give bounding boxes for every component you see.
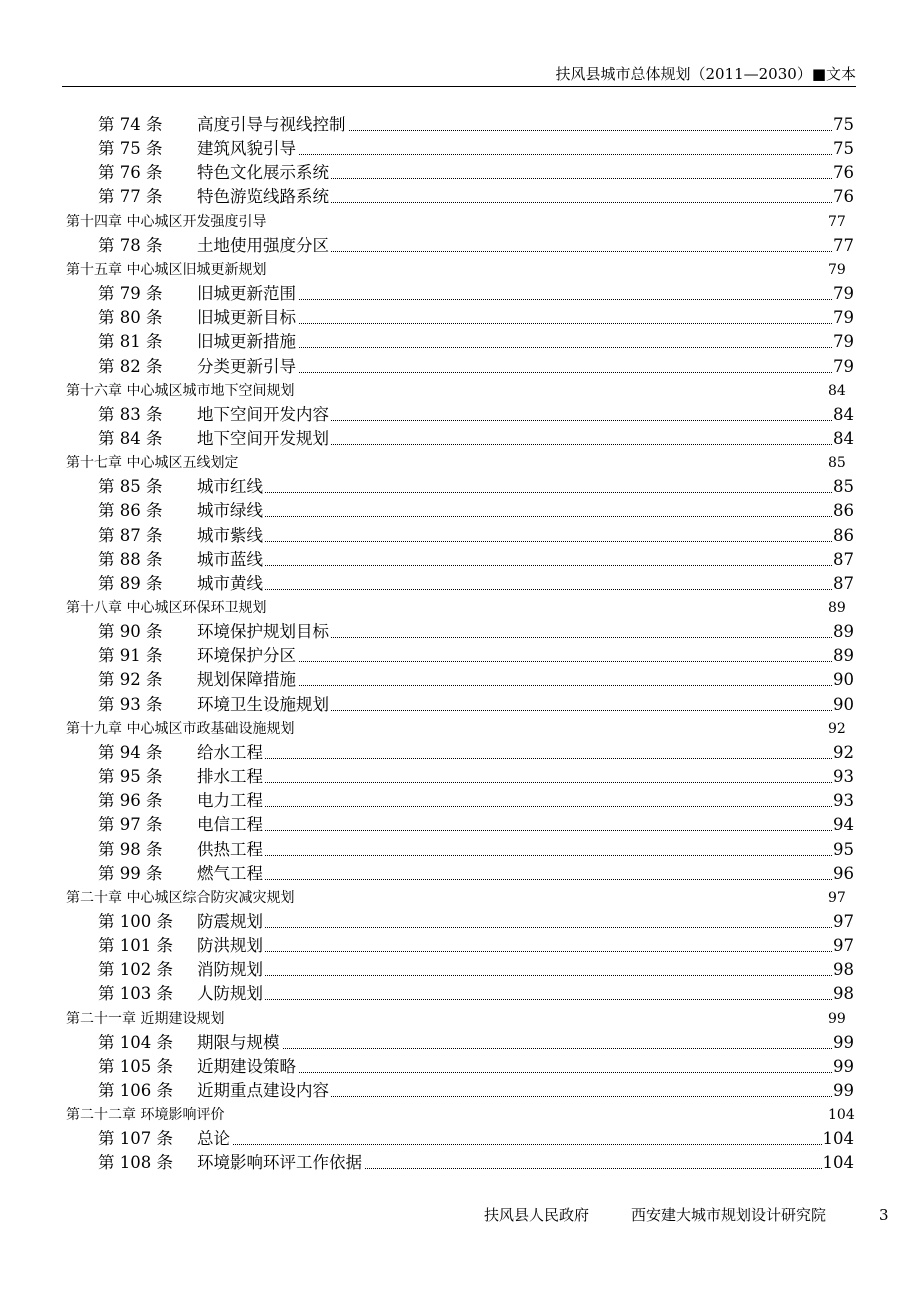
dot-leader [200, 154, 854, 155]
chapter-page-number: 89 [828, 600, 846, 616]
article-page-number: 93 [832, 765, 854, 789]
chapter-page-number: 92 [828, 720, 846, 737]
article-title: 近期建设策略 [197, 1055, 298, 1079]
article-number: 第 97 条 [98, 815, 163, 835]
article-title: 防震规划 [197, 910, 265, 934]
article-number: 第 88 条 [98, 549, 163, 569]
chapter-title: 第二十章 中心城区综合防灾减灾规划 [66, 889, 295, 906]
toc-article-entry[interactable] [0, 475, 920, 499]
article-page-number: 79 [832, 306, 854, 330]
toc-article-entry[interactable] [0, 644, 920, 668]
article-title: 高度引导与视线控制 [197, 113, 348, 137]
article-page-number: 99 [832, 1055, 854, 1079]
article-title: 城市黄线 [197, 572, 265, 596]
toc-chapter-entry[interactable] [0, 210, 920, 234]
article-page-number: 79 [832, 282, 854, 306]
dot-leader [200, 975, 854, 976]
header-divider [62, 86, 856, 87]
toc-article-entry[interactable] [0, 813, 920, 837]
article-number: 第 93 条 [98, 694, 163, 714]
toc-article-entry[interactable] [0, 1079, 920, 1103]
article-number: 第 87 条 [98, 525, 163, 545]
footer-institute: 西安建大城市规划设计研究院 [631, 1206, 827, 1224]
dot-leader [200, 492, 854, 493]
dot-leader [200, 927, 854, 928]
article-page-number: 76 [832, 161, 854, 185]
toc-chapter-entry[interactable] [0, 1103, 920, 1127]
chapter-page-number: 97 [828, 889, 846, 906]
article-number: 第 75 条 [98, 139, 163, 159]
article-page-number: 87 [832, 548, 854, 572]
article-page-number: 87 [832, 572, 854, 596]
chapter-title: 第十四章 中心城区开发强度引导 [66, 213, 267, 230]
article-number: 第 78 条 [98, 235, 163, 255]
toc-article-entry[interactable] [0, 330, 920, 354]
article-title: 旧城更新措施 [197, 330, 298, 354]
toc-article-entry[interactable] [0, 161, 920, 185]
chapter-title: 第十八章 中心城区环保环卫规划 [66, 600, 267, 616]
dot-leader [200, 1048, 854, 1049]
toc-chapter-entry[interactable] [0, 1007, 920, 1031]
article-page-number: 95 [832, 838, 854, 862]
toc-article-entry[interactable] [0, 234, 920, 258]
chapter-title: 第十九章 中心城区市政基础设施规划 [66, 720, 295, 737]
article-title: 电力工程 [197, 789, 265, 813]
article-page-number: 84 [832, 427, 854, 451]
article-title: 人防规划 [197, 982, 265, 1006]
toc-article-entry[interactable] [0, 1127, 920, 1151]
article-title: 城市绿线 [197, 499, 265, 523]
article-number: 第 105 条 [98, 1056, 173, 1076]
dot-leader [200, 372, 854, 373]
chapter-title: 第十六章 中心城区城市地下空间规划 [66, 382, 295, 399]
article-number: 第 83 条 [98, 404, 163, 424]
article-title: 环境影响环评工作依据 [197, 1151, 364, 1175]
dot-leader [200, 323, 854, 324]
article-title: 土地使用强度分区 [197, 234, 331, 258]
article-page-number: 77 [832, 234, 854, 258]
toc-article-entry[interactable] [0, 137, 920, 161]
dot-leader [200, 347, 854, 348]
dot-leader [200, 1144, 854, 1145]
article-title: 分类更新引导 [197, 355, 298, 379]
toc-article-entry[interactable] [0, 524, 920, 548]
article-page-number: 86 [832, 524, 854, 548]
article-number: 第 98 条 [98, 839, 163, 859]
dot-leader [200, 830, 854, 831]
toc-chapter-entry[interactable] [0, 886, 920, 910]
article-page-number: 92 [832, 741, 854, 765]
toc-article-entry[interactable] [0, 862, 920, 886]
toc-article-entry[interactable] [0, 934, 920, 958]
article-number: 第 108 条 [98, 1153, 173, 1173]
article-page-number: 90 [832, 693, 854, 717]
dot-leader [200, 782, 854, 783]
article-page-number: 94 [832, 813, 854, 837]
article-title: 地下空间开发规划 [197, 427, 331, 451]
article-number: 第 89 条 [98, 573, 163, 593]
article-page-number: 98 [832, 958, 854, 982]
toc-article-entry[interactable] [0, 765, 920, 789]
article-number: 第 76 条 [98, 163, 163, 183]
dot-leader [200, 685, 854, 686]
chapter-page-number: 84 [828, 382, 846, 399]
article-page-number: 90 [832, 668, 854, 692]
toc-article-entry[interactable] [0, 548, 920, 572]
article-title: 防洪规划 [197, 934, 265, 958]
page-footer [0, 1204, 920, 1228]
article-number: 第 74 条 [98, 115, 163, 134]
article-page-number: 76 [832, 185, 854, 209]
toc-article-entry[interactable] [0, 572, 920, 596]
dot-leader [200, 1072, 854, 1073]
toc-article-entry[interactable] [0, 185, 920, 209]
footer-government: 扶风县人民政府 [484, 1206, 590, 1224]
toc-article-entry[interactable] [0, 910, 920, 934]
article-number: 第 103 条 [98, 984, 173, 1004]
dot-leader [200, 758, 854, 759]
dot-leader [200, 951, 854, 952]
chapter-page-number: 85 [828, 455, 846, 472]
article-title: 电信工程 [197, 813, 265, 837]
toc-article-entry[interactable] [0, 427, 920, 451]
article-title: 规划保障措施 [197, 668, 298, 692]
chapter-title: 第十五章 中心城区旧城更新规划 [66, 261, 267, 278]
chapter-title: 第十七章 中心城区五线划定 [66, 455, 239, 472]
page-header [66, 64, 856, 86]
article-number: 第 91 条 [98, 646, 163, 666]
toc-chapter-entry[interactable] [0, 451, 920, 475]
article-number: 第 82 条 [98, 356, 163, 376]
dot-leader [200, 806, 854, 807]
toc-article-entry[interactable] [0, 620, 920, 644]
article-number: 第 99 条 [98, 863, 163, 883]
article-number: 第 92 条 [98, 670, 163, 690]
article-title: 期限与规模 [197, 1031, 282, 1055]
toc-chapter-entry[interactable] [0, 258, 920, 282]
article-title: 近期重点建设内容 [197, 1079, 331, 1103]
chapter-title: 第二十二章 环境影响评价 [66, 1107, 225, 1124]
toc-article-entry[interactable] [0, 282, 920, 306]
article-title: 供热工程 [197, 838, 265, 862]
article-title: 环境保护分区 [197, 644, 298, 668]
article-page-number: 89 [832, 620, 854, 644]
toc-chapter-entry[interactable] [0, 379, 920, 403]
toc-article-entry[interactable] [0, 1151, 920, 1175]
article-page-number: 89 [832, 644, 854, 668]
toc-article-entry[interactable] [0, 499, 920, 523]
toc-article-entry[interactable] [0, 982, 920, 1006]
article-number: 第 104 条 [98, 1032, 173, 1052]
dot-leader [200, 999, 854, 1000]
article-page-number: 86 [832, 499, 854, 523]
dot-leader [200, 661, 854, 662]
dot-leader [200, 516, 854, 517]
article-number: 第 95 条 [98, 767, 163, 787]
toc-article-entry[interactable] [0, 306, 920, 330]
article-number: 第 86 条 [98, 501, 163, 521]
article-number: 第 90 条 [98, 622, 163, 642]
article-page-number: 97 [832, 910, 854, 934]
dot-leader [200, 541, 854, 542]
article-number: 第 79 条 [98, 284, 163, 304]
article-number: 第 84 条 [98, 428, 163, 448]
article-number: 第 100 条 [98, 911, 173, 931]
article-title: 特色文化展示系统 [197, 161, 331, 185]
article-page-number: 104 [822, 1151, 855, 1175]
document-title: 扶风县城市总体规划（2011—2030）■文本 [555, 65, 856, 83]
toc-article-entry[interactable] [0, 958, 920, 982]
article-title: 环境卫生设施规划 [197, 693, 331, 717]
toc-article-entry[interactable] [0, 741, 920, 765]
article-page-number: 99 [832, 1079, 854, 1103]
article-page-number: 98 [832, 982, 854, 1006]
article-page-number: 75 [832, 137, 854, 161]
article-number: 第 85 条 [98, 477, 163, 497]
article-title: 燃气工程 [197, 862, 265, 886]
article-title: 城市红线 [197, 475, 265, 499]
article-page-number: 104 [822, 1127, 855, 1151]
toc-article-entry[interactable] [0, 838, 920, 862]
page-number: 3 [879, 1206, 889, 1224]
toc-article-entry[interactable] [0, 789, 920, 813]
chapter-page-number: 77 [828, 213, 846, 230]
article-number: 第 80 条 [98, 308, 163, 328]
toc-chapter-entry[interactable] [0, 717, 920, 741]
article-number: 第 101 条 [98, 936, 173, 956]
article-title: 特色游览线路系统 [197, 185, 331, 209]
article-title: 建筑风貌引导 [197, 137, 298, 161]
article-title: 总论 [197, 1127, 232, 1151]
article-title: 环境保护规划目标 [197, 620, 331, 644]
dot-leader [200, 589, 854, 590]
article-page-number: 99 [832, 1031, 854, 1055]
toc-article-entry[interactable] [0, 1055, 920, 1079]
dot-leader [200, 299, 854, 300]
toc-article-entry[interactable] [0, 355, 920, 379]
article-title: 旧城更新范围 [197, 282, 298, 306]
toc-article-entry[interactable] [0, 113, 920, 137]
article-page-number: 84 [832, 403, 854, 427]
toc-article-entry[interactable] [0, 668, 920, 692]
article-title: 城市蓝线 [197, 548, 265, 572]
article-title: 给水工程 [197, 741, 265, 765]
article-title: 城市紫线 [197, 524, 265, 548]
article-page-number: 85 [832, 475, 854, 499]
article-number: 第 94 条 [98, 742, 163, 762]
chapter-page-number: 99 [828, 1010, 846, 1027]
article-number: 第 96 条 [98, 791, 163, 811]
article-title: 旧城更新目标 [197, 306, 298, 330]
article-title: 消防规划 [197, 958, 265, 982]
toc-chapter-entry[interactable] [0, 596, 920, 620]
article-number: 第 106 条 [98, 1081, 173, 1100]
chapter-page-number: 104 [828, 1107, 855, 1124]
article-title: 排水工程 [197, 765, 265, 789]
article-page-number: 96 [832, 862, 854, 886]
article-page-number: 93 [832, 789, 854, 813]
article-number: 第 102 条 [98, 960, 173, 980]
dot-leader [200, 879, 854, 880]
dot-leader [200, 855, 854, 856]
article-page-number: 79 [832, 355, 854, 379]
article-page-number: 97 [832, 934, 854, 958]
chapter-title: 第二十一章 近期建设规划 [66, 1010, 225, 1027]
article-number: 第 77 条 [98, 187, 163, 207]
article-number: 第 107 条 [98, 1129, 173, 1149]
article-title: 地下空间开发内容 [197, 403, 331, 427]
article-page-number: 75 [832, 113, 854, 137]
toc-article-entry[interactable] [0, 693, 920, 717]
article-number: 第 81 条 [98, 332, 163, 352]
article-page-number: 79 [832, 330, 854, 354]
chapter-page-number: 79 [828, 261, 846, 278]
toc-article-entry[interactable] [0, 1031, 920, 1055]
toc-article-entry[interactable] [0, 403, 920, 427]
dot-leader [200, 565, 854, 566]
